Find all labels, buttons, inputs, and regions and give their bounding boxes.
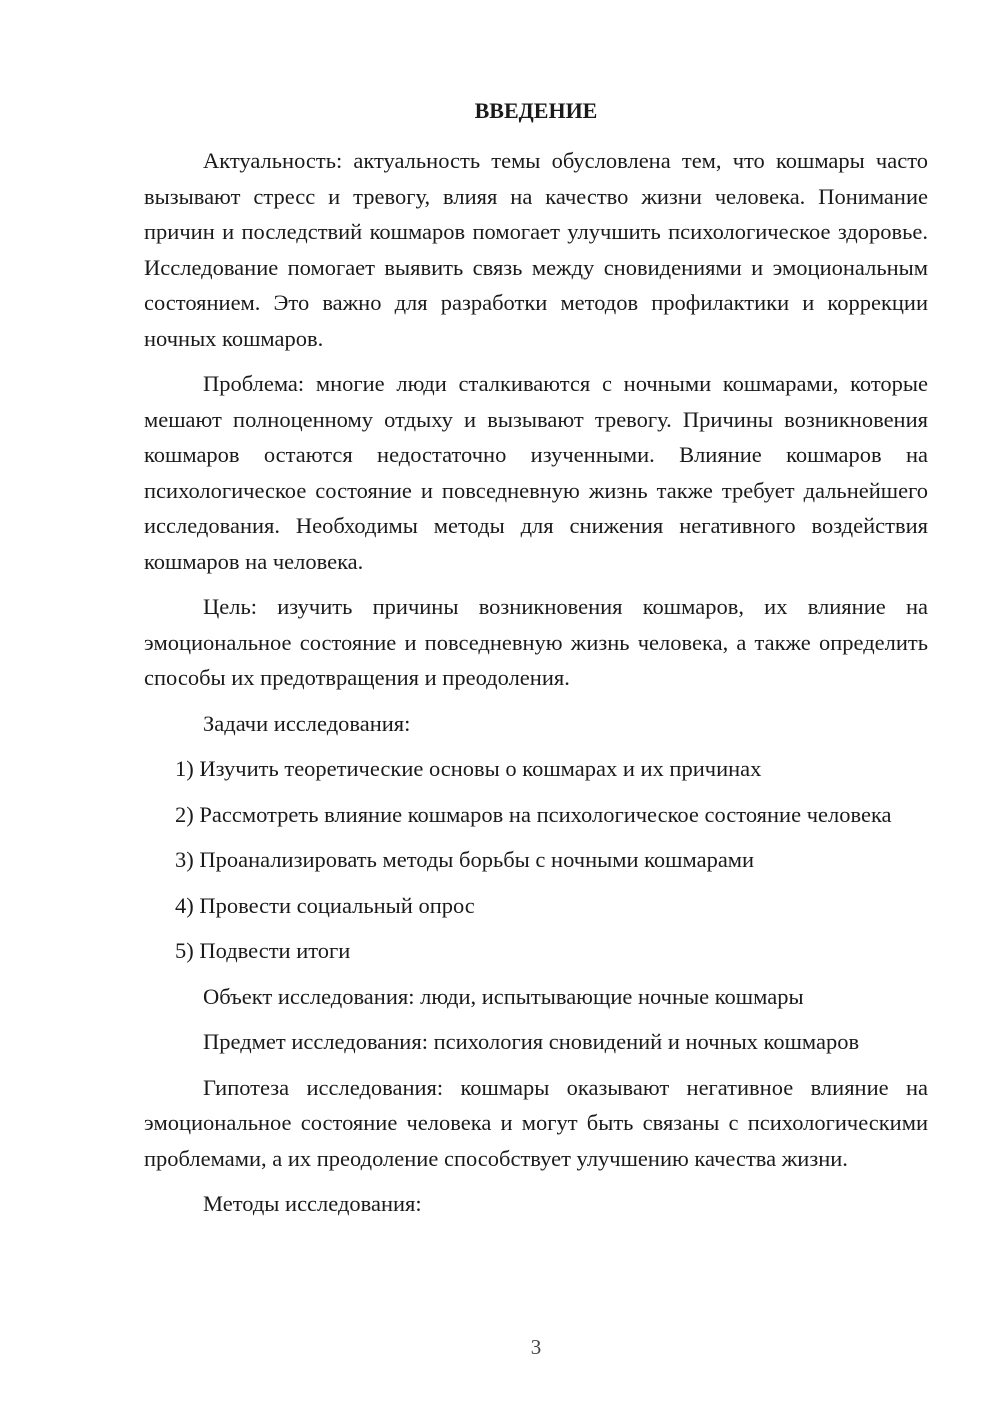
task-item-4: 4) Провести социальный опрос bbox=[175, 892, 475, 918]
research-object: Объект исследования: люди, испытывающие ночные кошмары bbox=[203, 983, 804, 1009]
relevance-paragraph: Актуальность: актуальность темы обусловлена тем, что кошмары часто вызывают стресс и тревогу, влияя на качество жизни человека. Понимание причин и последствий кошмаров помогает улучшить психологическое здоровье. Исследование помогает выявить связь между сновидениями и эмоциональным состоянием. Это важно для разработки методов профилактики и коррекции ночных кошмаров. bbox=[144, 148, 928, 351]
document-body bbox=[144, 143, 928, 1232]
task-item-2: 2) Рассмотреть влияние кошмаров на психологическое состояние человека bbox=[175, 801, 892, 827]
methods-heading: Методы исследования: bbox=[203, 1191, 422, 1216]
task-item-1: 1) Изучить теоретические основы о кошмарах и их причинах bbox=[175, 756, 762, 781]
research-subject: Предмет исследования: психология сновидений и ночных кошмаров bbox=[203, 1029, 860, 1054]
goal-paragraph: Цель: изучить причины возникновения кошмаров, их влияние на эмоциональное состояние и повседневную жизнь человека, а также определить способы их предотвращения и преодоления. bbox=[144, 594, 928, 690]
task-item-5: 5) Подвести итоги bbox=[175, 938, 351, 963]
page-number: 3 bbox=[530, 1335, 542, 1359]
tasks-heading: Задачи исследования: bbox=[203, 710, 411, 736]
section-title: ВВЕДЕНИЕ bbox=[474, 98, 598, 123]
problem-paragraph: Проблема: многие люди сталкиваются с ночными кошмарами, которые мешают полноценному отдыху и вызывают тревогу. Причины возникновения кошмаров остаются недостаточно изученными. Влияние кошмаров на психологическое состояние и повседневную жизнь также требует дальнейшего исследования. Необходимы методы для снижения негативного воздействия кошмаров на человека. bbox=[144, 371, 928, 574]
research-hypothesis: Гипотеза исследования: кошмары оказывают негативное влияние на эмоциональное состояние человека и могут быть связаны с психологическими проблемами, а их преодоление способствует улучшению качества жизни. bbox=[144, 1074, 928, 1171]
task-item-3: 3) Проанализировать методы борьбы с ночными кошмарами bbox=[175, 847, 755, 872]
